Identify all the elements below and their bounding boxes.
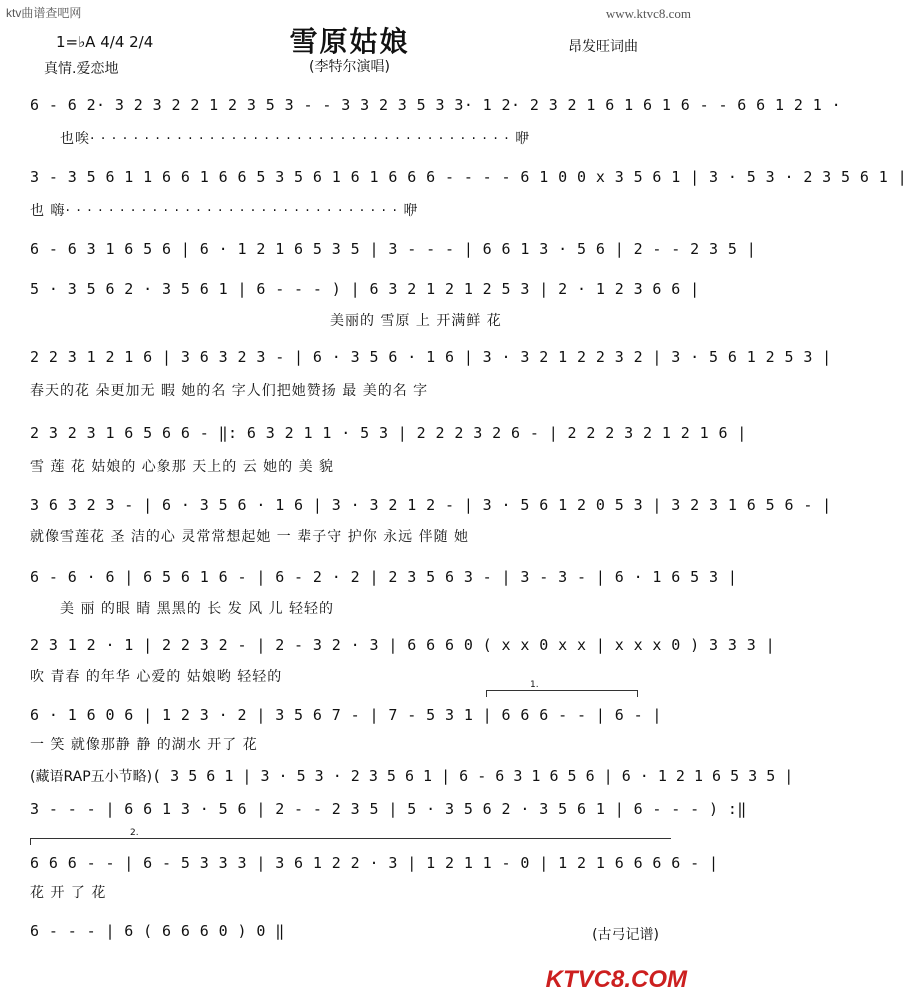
notation-row-12: 3 - - - | 6 6 1 3 · 5 6 | 2 - - 2 3 5 | 5 · 3 5 6 2 · 3 5 6 1 | 6 - - - ) :‖ — [30, 800, 747, 818]
lyric-row-13: 花 开 了 花 — [30, 885, 107, 901]
notation-row-6: 2 3 2 3 1 6 5 6 6 - ‖: 6 3 2 1 1 · 5 3 | 2 2 2 3 2 6 - | 2 2 2 3 2 1 2 1 6 | — [30, 424, 747, 442]
lyric-row-1: 也唉· · · · · · · · · · · · · · · · · · · · · · · · · · · · · · · · · · · · · · · 咿 — [60, 131, 531, 147]
singer: (李特尔演唱) — [309, 59, 390, 75]
rap-note-text: (藏语RAP五小节略) — [30, 769, 153, 785]
notation-row-7: 3 6 3 2 3 - | 6 · 3 5 6 · 1 6 | 3 · 3 2 1 2 - | 3 · 5 6 1 2 0 5 3 | 3 2 3 1 6 5 6 - | — [30, 496, 832, 514]
watermark-top-left: ktv曲谱查吧网 — [6, 6, 82, 20]
notation-row-1: 6 - 6 2· 3 2 3 2 2 1 2 3 5 3 - - 3 3 2 3 5 3 3· 1 2· 2 3 2 1 6 1 6 1 6 - - 6 6 1 2 1 · — [30, 96, 842, 114]
lyric-row-2: 也 嗨· · · · · · · · · · · · · · · · · · · · · · · · · · · · · · · 咿 — [30, 203, 419, 219]
watermark-bottom-right: KTVC8.COM — [545, 966, 687, 993]
lyric-row-6: 雪 莲 花 姑娘的 心象那 天上的 云 她的 美 貌 — [30, 459, 335, 475]
key-signature: 1=♭A 4/4 2/4 — [56, 33, 154, 51]
transcriber-credit: (古弓记谱) — [592, 927, 659, 943]
repeat-bracket-2-number: 2. — [130, 828, 139, 838]
notation-row-10: 6 · 1 6 0 6 | 1 2 3 · 2 | 3 5 6 7 - | 7 - 5 3 1 | 6 6 6 - - | 6 - | — [30, 706, 662, 724]
notation-row-4: 5 · 3 5 6 2 · 3 5 6 1 | 6 - - - ) | 6 3 2 1 2 1 2 5 3 | 2 · 1 2 3 6 6 | — [30, 280, 700, 298]
lyric-row-4: 美丽的 雪原 上 开满鲜 花 — [330, 313, 502, 329]
lyric-row-8: 美 丽 的眼 睛 黑黑的 长 发 风 儿 轻轻的 — [60, 601, 335, 617]
repeat-bracket-2 — [30, 838, 671, 845]
lyric-row-10: 一 笑 就像那静 静 的湖水 开了 花 — [30, 737, 258, 753]
lyric-row-9: 吹 青春 的年华 心爱的 姑娘哟 轻轻的 — [30, 669, 283, 685]
notation-row-8: 6 - 6 · 6 | 6 5 6 1 6 - | 6 - 2 · 2 | 2 3 5 6 3 - | 3 - 3 - | 6 · 1 6 5 3 | — [30, 568, 738, 586]
lyric-row-7: 就像雪莲花 圣 洁的心 灵常常想起她 一 辈子守 护你 永远 伴随 她 — [30, 529, 470, 545]
notation-row-2: 3 - 3 5 6 1 1 6 6 1 6 6 5 3 5 6 1 6 1 6 6 6 - - - - 6 1 0 0 x 3 5 6 1 | 3 · 5 3 · 2 3 5 6 1 | — [30, 168, 907, 186]
notation-row-5: 2 2 3 1 2 1 6 | 3 6 3 2 3 - | 6 · 3 5 6 · 1 6 | 3 · 3 2 1 2 2 3 2 | 3 · 5 6 1 2 5 3 | — [30, 348, 832, 366]
lyric-row-5: 春天的花 朵更加无 暇 她的名 字人们把她赞扬 最 美的名 字 — [30, 383, 429, 399]
composer-credit: 昂发旺词曲 — [568, 39, 638, 55]
notation-row-14: 6 - - - | 6 ( 6 6 6 0 ) 0 ‖ — [30, 922, 285, 940]
notation-row-3: 6 - 6 3 1 6 5 6 | 6 · 1 2 1 6 5 3 5 | 3 - - - | 6 6 1 3 · 5 6 | 2 - - 2 3 5 | — [30, 240, 757, 258]
notation-row-9: 2 3 1 2 · 1 | 2 2 3 2 - | 2 - 3 2 · 3 | 6 6 6 0 ( x x 0 x x | x x x 0 ) 3 3 3 | — [30, 636, 776, 654]
repeat-bracket-1 — [486, 690, 638, 697]
tempo-marking: 真情.爱恋地 — [44, 61, 119, 77]
song-title: 雪原姑娘 — [289, 25, 410, 58]
notation-row-11: ( 3 5 6 1 | 3 · 5 3 · 2 3 5 6 1 | 6 - 6 3 1 6 5 6 | 6 · 1 2 1 6 5 3 5 | — [152, 767, 794, 785]
notation-row-13: 6 6 6 - - | 6 - 5 3 3 3 | 3 6 1 2 2 · 3 | 1 2 1 1 - 0 | 1 2 1 6 6 6 6 - | — [30, 854, 719, 872]
repeat-bracket-1-number: 1. — [530, 680, 539, 690]
rap-note-label — [30, 766, 793, 786]
watermark-top-right: www.ktvc8.com — [605, 6, 691, 21]
